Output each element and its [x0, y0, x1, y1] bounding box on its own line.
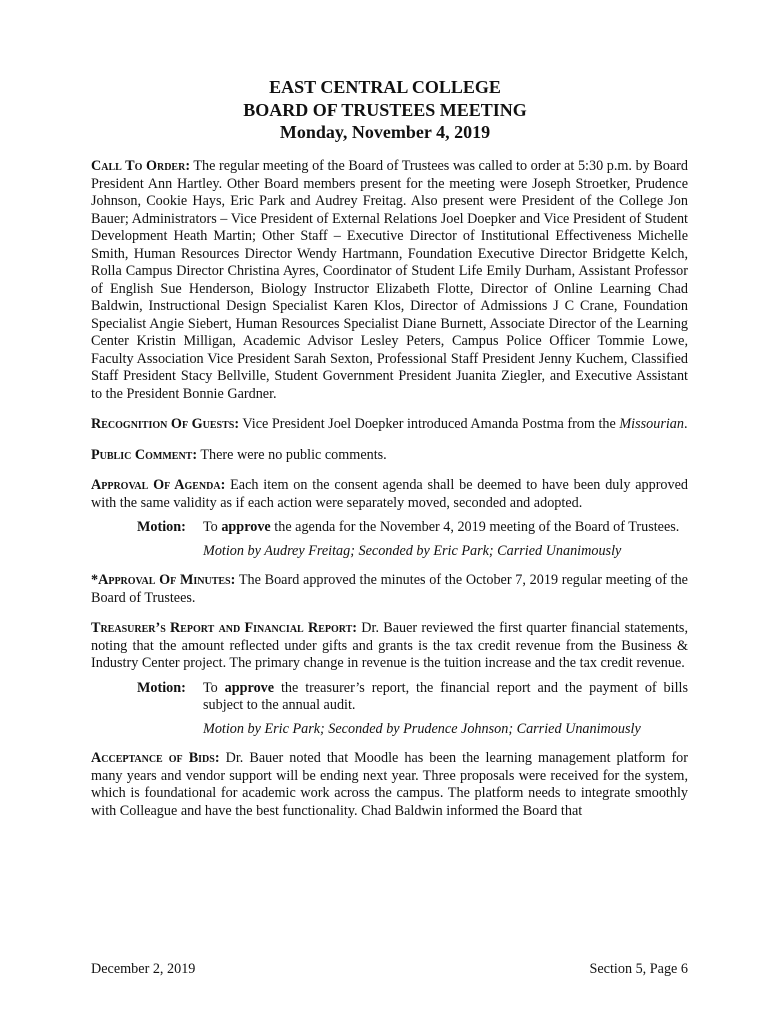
document-body	[91, 158, 688, 833]
section-text: Dr. Bauer reviewed the first quarter financial statements, noting that the amount reflected under gifts and grants is the tax credit revenue from the Business & Industry Center project. The primary change in revenue is the tuition increase and the tax credit revenue.	[91, 620, 688, 671]
treasurer-motion	[91, 680, 688, 739]
motion-post: the treasurer’s report, the financial report and the payment of bills subject to the annual audit.	[203, 679, 688, 713]
section-label: Recognition Of Guests:	[91, 416, 240, 432]
footer-page-number: Section 5, Page 6	[589, 961, 688, 977]
motion-label: Motion:	[137, 679, 186, 696]
college-name: EAST CENTRAL COLLEGE	[269, 77, 501, 97]
section-label: Treasurer’s Report and Financial Report:	[91, 620, 358, 636]
sentence-end: .	[684, 416, 688, 432]
motion-verb: approve	[224, 679, 275, 696]
motion-text	[203, 519, 688, 537]
agenda-motion	[91, 519, 688, 560]
motion-pre: To	[203, 519, 222, 535]
recognition-paragraph	[91, 416, 688, 434]
newspaper-name: Missourian	[619, 416, 684, 432]
section-text: The Board approved the minutes of the October 7, 2019 regular meeting of the Board of Trustees.	[91, 572, 688, 606]
motion-by: Motion by Eric Park; Seconded by Prudence Johnson; Carried Unanimously	[203, 720, 641, 737]
call-to-order-paragraph	[91, 158, 688, 403]
section-text: Vice President Joel Doepker introduced Amanda Postma from the	[242, 416, 616, 432]
approval-agenda-paragraph	[91, 477, 688, 512]
section-text: Dr. Bauer noted that Moodle has been the learning management platform for many years and vendor support will be ending next year. Three proposals were received for the system, which is foundational for academic work across the campus. The platform needs to integrate smoothly with Colleague and have the best functionality. Chad Baldwin informed the Board that	[91, 750, 688, 819]
section-text: Each item on the consent agenda shall be deemed to have been duly approved with the same validity as if each action were separately moved, seconded and adopted.	[91, 477, 688, 511]
motion-post: the agenda for the November 4, 2019 meeting of the Board of Trustees.	[270, 519, 680, 535]
section-label: Acceptance of Bids:	[91, 750, 220, 766]
motion-verb: approve	[221, 519, 271, 535]
section-text: There were no public comments.	[200, 446, 387, 463]
footer-date: December 2, 2019	[91, 961, 196, 977]
motion-by: Motion by Audrey Freitag; Seconded by Eric Park; Carried Unanimously	[203, 542, 622, 559]
section-label: Approval Of Agenda:	[91, 477, 226, 493]
meeting-title: BOARD OF TRUSTEES MEETING	[243, 99, 527, 120]
section-label: Public Comment:	[91, 446, 198, 463]
public-comment-paragraph	[91, 447, 688, 465]
section-label: Call To Order:	[91, 158, 191, 174]
bids-paragraph	[91, 750, 688, 820]
section-text: The regular meeting of the Board of Trustees was called to order at 5:30 p.m. by Board President Ann Hartley. Other Board members present for the meeting were Joseph Stroetker, Prudence Johnson, Cookie Hays, Eric Park and Audrey Freitag. Also present were President of the College Jon Bauer; Administrators – Vice President of External Relations Joel Doepker and Vice President of Student Development Heath Martin; Other Staff – Executive Director of Institutional Effectiveness Michelle Smith, Human Resources Director Wendy Hartmann, Foundation Executive Director Bridgette Kelch, Rolla Campus Director Christina Ayres, Coordinator of Student Life Emily Durham, Assistant Professor of English Sue Henderson, Biology Instructor Elizabeth Flotte, Director of Online Learning Chad Baldwin, Instructional Design Specialist Karen Klos, Director of Admissions J C Crane, Foundation Specialist Angie Siebert, Human Resources Specialist Diane Burnett, Associate Director of the Learning Center Kristin Milligan, Academic Advisor Lesley Peters, Campus Police Officer Tommie Lowe, Faculty Association Vice President Sarah Sexton, Professional Staff President Jenny Kuchem, Classified Staff President Stacy Bellville, Student Government President Juanita Ziegler, and Executive Assistant to the President Bonnie Gardner.	[91, 158, 689, 402]
treasurer-paragraph	[91, 620, 688, 673]
motion-label: Motion:	[137, 519, 186, 535]
motion-text	[203, 680, 688, 715]
document-header	[0, 76, 770, 144]
approval-minutes-paragraph	[91, 572, 688, 607]
meeting-date: Monday, November 4, 2019	[279, 122, 491, 142]
motion-pre: To	[203, 679, 225, 696]
section-label: *Approval Of Minutes:	[91, 572, 236, 588]
